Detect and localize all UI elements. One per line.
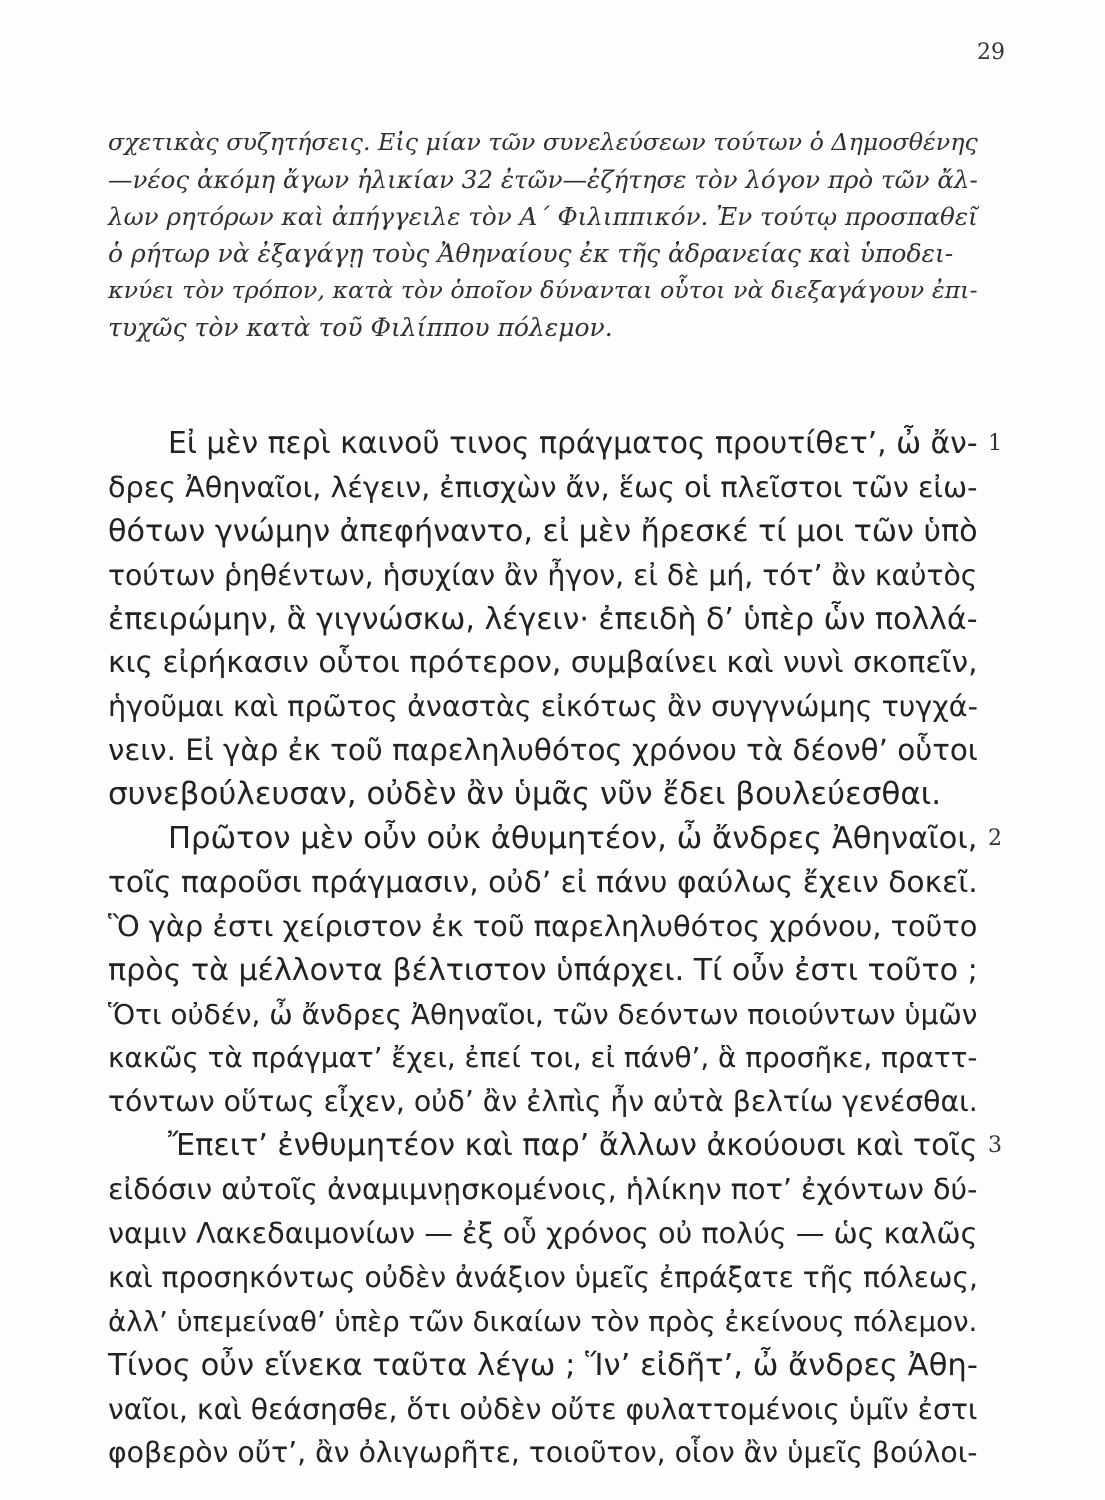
- text-line-content: τόντων οὕτως εἶχεν, οὐδ’ ἂν ἐλπὶς ἦν αὐτὰ βελτίω γενέσθαι.: [108, 1085, 978, 1119]
- page-number: 29: [977, 40, 1005, 65]
- text-line-content: πρὸς τὰ μέλλοντα βέλτιστον ὑπάρχει. Τί οὖν ἐστι τοῦτο ;: [108, 952, 978, 988]
- text-line-content: θότων γνώμην ἀπεφήναντο, εἰ μὲν ἤρεσκέ τί μοι τῶν ὑπὸ: [108, 513, 978, 549]
- intro-line: κνύει τὸν τρόπον, κατὰ τὸν ὁποῖον δύνανται οὗτοι νὰ διεξαγάγουν ἐπι-: [108, 276, 978, 304]
- text-line-content: ἐπειρώμην, ἃ γιγνώσκω, λέγειν· ἐπειδὴ δ’ ὑπὲρ ὧν πολλά-: [108, 601, 978, 637]
- text-line: [108, 729, 978, 773]
- text-line: [108, 861, 978, 905]
- text-line: [108, 554, 978, 598]
- intro-line: —νέος ἀκόμη ἄγων ἡλικίαν 32 ἐτῶν—ἐζήτησε τὸν λόγον πρὸ τῶν ἄλ-: [108, 165, 978, 194]
- text-line: [108, 773, 978, 817]
- text-line: [108, 1431, 978, 1475]
- text-line: [108, 1256, 978, 1300]
- section-number: 1: [988, 431, 1002, 456]
- text-line: [108, 1080, 978, 1124]
- text-line: [108, 1168, 978, 1212]
- intro-line: τυχῶς τὸν κατὰ τοῦ Φιλίππου πόλεμον.: [108, 313, 613, 342]
- text-line-content: καὶ προσηκόντως οὐδὲν ἀνάξιον ὑμεῖς ἐπράξατε τῆς πόλεως,: [108, 1260, 978, 1294]
- text-line: [108, 1388, 978, 1432]
- text-line: [108, 1212, 978, 1256]
- intro-line: λων ρητόρων καὶ ἀπήγγειλε τὸν Α΄ Φιλιππικόν. Ἐν τούτῳ προσπαθεῖ: [108, 202, 978, 231]
- text-line-content: ναμιν Λακεδαιμονίων — ἐξ οὗ χρόνος οὐ πολύς — ὡς καλῶς: [108, 1216, 978, 1251]
- text-line-content: ἡγοῦμαι καὶ πρῶτος ἀναστὰς εἰκότως ἂν συγγνώμης τυγχά-: [108, 689, 978, 724]
- section-number: 2: [988, 826, 1002, 852]
- text-line-content: κις εἰρήκασιν οὗτοι πρότερον, συμβαίνει καὶ νυνὶ σκοπεῖν,: [108, 645, 978, 681]
- text-line-content: συνεβούλευσαν, οὐδὲν ἂν ὑμᾶς νῦν ἔδει βουλεύεσθαι.: [108, 776, 942, 813]
- speech-text: [108, 422, 1002, 1475]
- text-line: [108, 993, 978, 1037]
- text-line-content: κακῶς τὰ πράγματ’ ἔχει, ἐπεί τοι, εἰ πάνθ’, ἃ προσῆκε, πραττ-: [108, 1041, 978, 1075]
- text-line: [108, 1344, 978, 1388]
- section-number: 3: [988, 1133, 1002, 1159]
- text-line: [108, 641, 978, 685]
- text-line-content: Τίνος οὖν εἵνεκα ταῦτα λέγω ; Ἵν’ εἰδῆτ’, ὦ ἄνδρες Ἀθη-: [108, 1347, 978, 1383]
- text-line-content: δρες Ἀθηναῖοι, λέγειν, ἐπισχὼν ἄν, ἕως οἱ πλεῖστοι τῶν εἰω-: [108, 469, 978, 504]
- text-line: [108, 466, 978, 510]
- text-line: [108, 905, 978, 949]
- text-line: [108, 1036, 978, 1080]
- text-line: [108, 510, 978, 554]
- intro-line: ὁ ρήτωρ νὰ ἐξαγάγῃ τοὺς Ἀθηναίους ἐκ τῆς ἀδρανείας καὶ ὑποδει-: [108, 239, 954, 268]
- text-line-content: εἰδόσιν αὐτοῖς ἀναμιμνῃσκομένοις, ἡλίκην ποτ’ ἐχόντων δύ-: [108, 1172, 978, 1207]
- text-line: [108, 598, 978, 642]
- intro-line: σχετικὰς συζητήσεις. Εἰς μίαν τῶν συνελεύσεων τούτων ὁ Δημοσθένης: [108, 128, 978, 156]
- text-line-content: ναῖοι, καὶ θεάσησθε, ὅτι οὐδὲν οὔτε φυλαττομένοις ὑμῖν ἐστι: [108, 1392, 978, 1426]
- text-line-content: Ὅτι οὐδέν, ὦ ἄνδρες Ἀθηναῖοι, τῶν δεόντων ποιούντων ὑμῶν: [108, 997, 978, 1031]
- text-line: [108, 1300, 978, 1344]
- text-line-content: Ὃ γὰρ ἐστι χείριστον ἐκ τοῦ παρεληλυθότος χρόνου, τοῦτο: [108, 908, 978, 943]
- text-line: [108, 949, 978, 993]
- text-line-content: τοῖς παροῦσι πράγμασιν, οὐδ’ εἰ πάνυ φαύλως ἔχειν δοκεῖ.: [108, 864, 978, 900]
- text-line: [108, 422, 1002, 466]
- text-line-content: Πρῶτον μὲν οὖν οὐκ ἀθυμητέον, ὦ ἄνδρες Ἀθηναῖοι,: [168, 821, 978, 857]
- text-line: [108, 817, 1002, 861]
- text-line: [108, 1124, 1002, 1168]
- text-line-content: ἀλλ’ ὑπεμείναθ’ ὑπὲρ τῶν δικαίων τὸν πρὸς ἐκείνους πόλεμον.: [108, 1304, 978, 1338]
- text-line-content: Ἔπειτ’ ἐνθυμητέον καὶ παρ’ ἄλλων ἀκούουσι καὶ τοῖς: [168, 1128, 978, 1164]
- text-line: [108, 685, 978, 729]
- text-line-content: Εἰ μὲν περὶ καινοῦ τινος πράγματος προυτίθετ’, ὦ ἄν-: [168, 426, 978, 461]
- text-line-content: τούτων ῥηθέντων, ἡσυχίαν ἂν ἦγον, εἰ δὲ μή, τότ’ ἂν καὐτὸς: [108, 558, 978, 592]
- text-line-content: νειν. Εἰ γὰρ ἐκ τοῦ παρεληλυθότος χρόνου τὰ δέονθ’ οὗτοι: [108, 733, 978, 768]
- introduction-paragraph: [108, 124, 978, 346]
- text-line-content: φοβερὸν οὔτ’, ἂν ὀλιγωρῆτε, τοιοῦτον, οἷον ἂν ὑμεῖς βούλοι-: [108, 1436, 978, 1470]
